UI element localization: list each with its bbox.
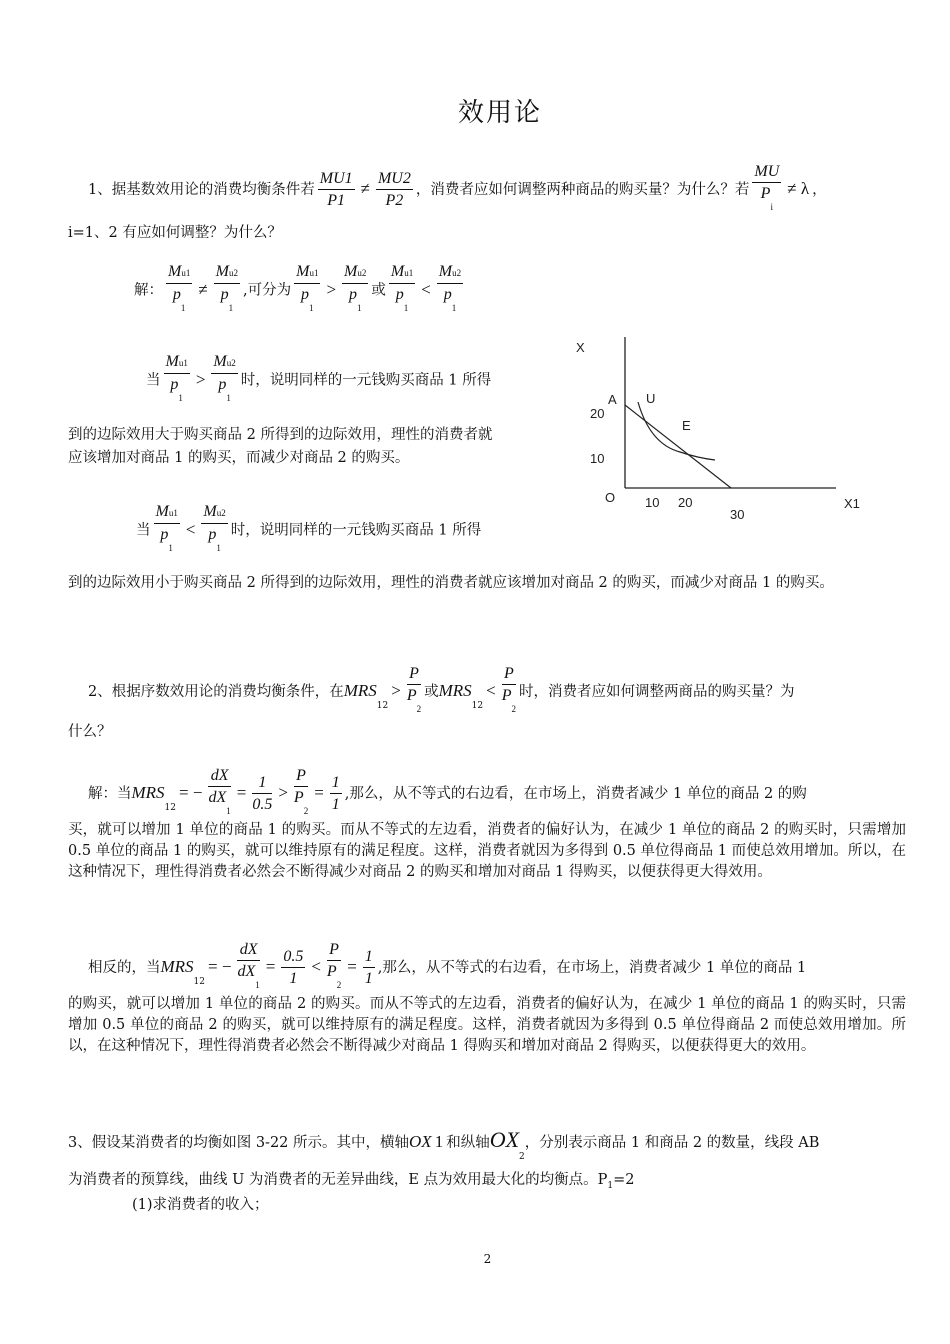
case1-line: 当 $\frac{Mu1}{p_1}$ > $\frac{Mu2}{p_1}$ 时，说明同样的一元钱购买商品 1 所得 bbox=[146, 353, 492, 403]
page-title: 效用论 bbox=[457, 98, 542, 128]
budget-line-ab bbox=[625, 405, 731, 488]
q1-question-line2: i=1、2 有应如何调整？为什么？ bbox=[68, 225, 282, 241]
q2-solution1-paragraph: 买，就可以增加 1 单位的商品 1 的购买。而从不等式的左边看，消费者的偏好认为，在减少 1 单位的商品 2 的购买时，只需增加 0.5 单位的商品 1 的购买，就可以维持原有的满足程度。这样，消费者就因为多得到 0.5 单位得商品 1 而使总效用增加。所以，在这种情况下，理性得消费者必然会不断得减少对商品 2 的购买和增加对商品 1 得购买，以便获得更大得效用。 bbox=[68, 822, 906, 880]
case2-line: 当 $\frac{Mu1}{p_1}$ < $\frac{Mu2}{p_1}$ 时，说明同样的一元钱购买商品 1 所得 bbox=[136, 503, 482, 553]
q2-solution2-line: 相反的，当$MRS_{12}=$ − $\frac{dX}{dX_1}$ = $\frac{0.5}{1}$ < $\frac{P}{P_2}$ = $\frac{1}{1}$ ,那么，从不等式的右边看，在市场上，消费者减少 1 单位的商品 1 bbox=[88, 941, 807, 990]
mu1-over-p1: $\frac{MU1}{P1}$ bbox=[319, 169, 353, 209]
x-tick-20: 20 bbox=[678, 495, 693, 510]
q3-subquestion-1: (1)求消费者的收入； bbox=[132, 1197, 269, 1213]
q3-question-line: 3、假设某消费者的均衡如图 3-22 所示。其中，横轴OX 1 和纵轴$OX_2$，分别表示商品 1 和商品 2 的数量，线段 AB bbox=[68, 1127, 820, 1162]
q3-question-line2: 为消费者的预算线，曲线 U 为消费者的无差异曲线，E 点为效用最大化的均衡点。$P_1=2$ bbox=[68, 1172, 635, 1191]
q2-question-line: 2、根据序数效用论的消费均衡条件，在$MRS_{12}>$ $\frac{P}{P_2}$ 或$MRS_{12}<$ $\frac{P}{P_2}$ 时，消费者应如何调整两商品的购买量？为 bbox=[88, 665, 795, 714]
q2-solution2-paragraph: 的购买，就可以增加 1 单位的商品 2 的购买。而从不等式的左边看，消费者的偏好认为，在减少 1 单位的商品 1 的购买时，只需增加 0.5 单位的商品 2 的购买，就可以维持原有的满足程度。这样，消费者就因为多得到 0.5 单位得商品 2 而使总效用增加。所以，在这种情况下，理性得消费者必然会不断得减少对商品 1 得购买和增加对商品 2 得购买，以便获得更大的效用。 bbox=[68, 996, 906, 1054]
x-tick-30: 30 bbox=[730, 507, 745, 522]
q2-solution1-line: 解：当$MRS_{12}=$ − $\frac{dX}{dX_1}$ = $\frac{1}{0.5}$ > $\frac{P}{P_2}$ = $\frac{1}{1}$ ,那么，从不等式的右边看，在市场上，消费者减少 1 单位的商品 2 的购 bbox=[88, 767, 807, 816]
q2-question-line2: 什么？ bbox=[68, 724, 112, 740]
point-e-label: E bbox=[682, 418, 691, 433]
case1-text-line3: 应该增加对商品 1 的购买，而减少对商品 2 的购买。 bbox=[68, 450, 410, 466]
mu2-p1-fraction: $\frac{Mu2}{p_1}$ bbox=[215, 263, 238, 313]
y-tick-10: 10 bbox=[590, 451, 605, 466]
equilibrium-graph bbox=[572, 332, 872, 527]
case1-text-line2: 到的边际效用大于购买商品 2 所得到的边际效用，理性的消费者就 bbox=[68, 427, 493, 443]
q1-solution-line: 解： $\frac{Mu1}{p_1}$ ≠ $\frac{Mu2}{p_1}$ ,可分为 $\frac{Mu1}{p_1}$ > $\frac{Mu2}{p_1}$ 或 $\frac{Mu1}{p_1}$ < $\frac{Mu2}{p_1}$ bbox=[134, 262, 466, 319]
y-tick-20: 20 bbox=[590, 406, 605, 421]
mu2-over-p2: $\frac{MU2}{P2}$ bbox=[377, 169, 411, 209]
case2-paragraph: 到的边际效用小于购买商品 2 所得到的边际效用，理性的消费者就应该增加对商品 2 的购买，而减少对商品 1 的购买。 bbox=[68, 575, 834, 591]
indifference-curve-u bbox=[638, 402, 715, 460]
y-axis-label: X bbox=[576, 340, 585, 355]
point-a-label: A bbox=[608, 392, 617, 407]
mu1-p1-fraction: $\frac{Mu1}{p_1}$ bbox=[168, 263, 191, 313]
origin-label: O bbox=[605, 490, 616, 505]
mu-over-pi: $\frac{MU}{P_i}$ bbox=[754, 163, 780, 212]
curve-u-label: U bbox=[646, 391, 656, 406]
page-number: 2 bbox=[483, 1252, 492, 1266]
x-tick-10: 10 bbox=[645, 495, 660, 510]
q1-question-line: 1、据基数效用论的消费均衡条件若 $\frac{MU1}{P1}$ ≠ $\frac{MU2}{P2}$ ，消费者应如何调整两种商品的购买量？为什么？若 $\frac{MU}{P_i}$ ≠ λ ， bbox=[88, 162, 827, 218]
x-axis-label: X1 bbox=[844, 496, 860, 511]
